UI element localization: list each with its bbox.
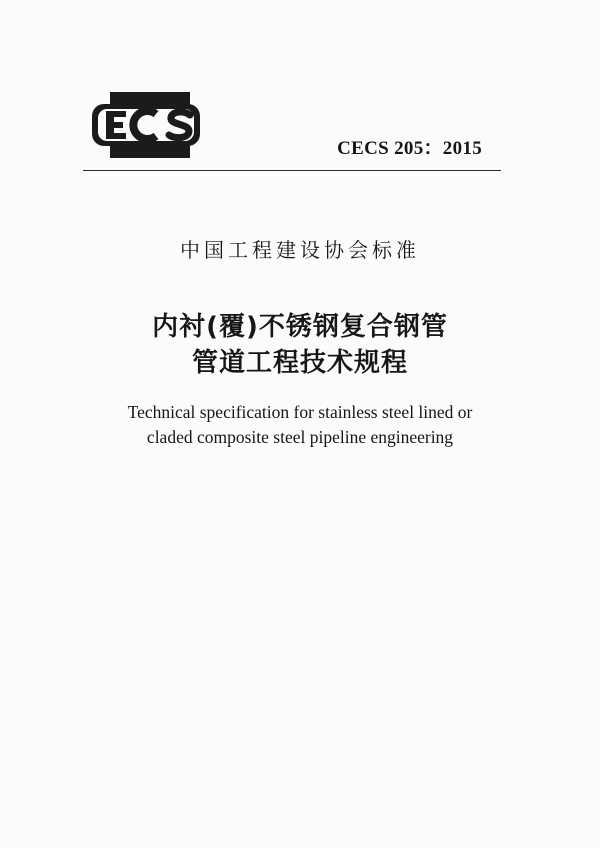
logo-letter-e (106, 111, 126, 139)
title-cn-line-1: 内衬(覆)不锈钢复合钢管 (152, 312, 448, 342)
title-en-line-2: claded composite steel pipeline engineering (146, 427, 454, 447)
ecs-logo (90, 90, 205, 160)
header-divider (83, 170, 501, 171)
title-en-line-1: Technical specification for stainless steel lined or (127, 402, 473, 422)
standard-code: CECS 205：2015 (337, 138, 482, 159)
title-cn-line-2: 管道工程技术规程 (191, 348, 408, 378)
association-name: 中国工程建设协会标准 (180, 238, 420, 262)
